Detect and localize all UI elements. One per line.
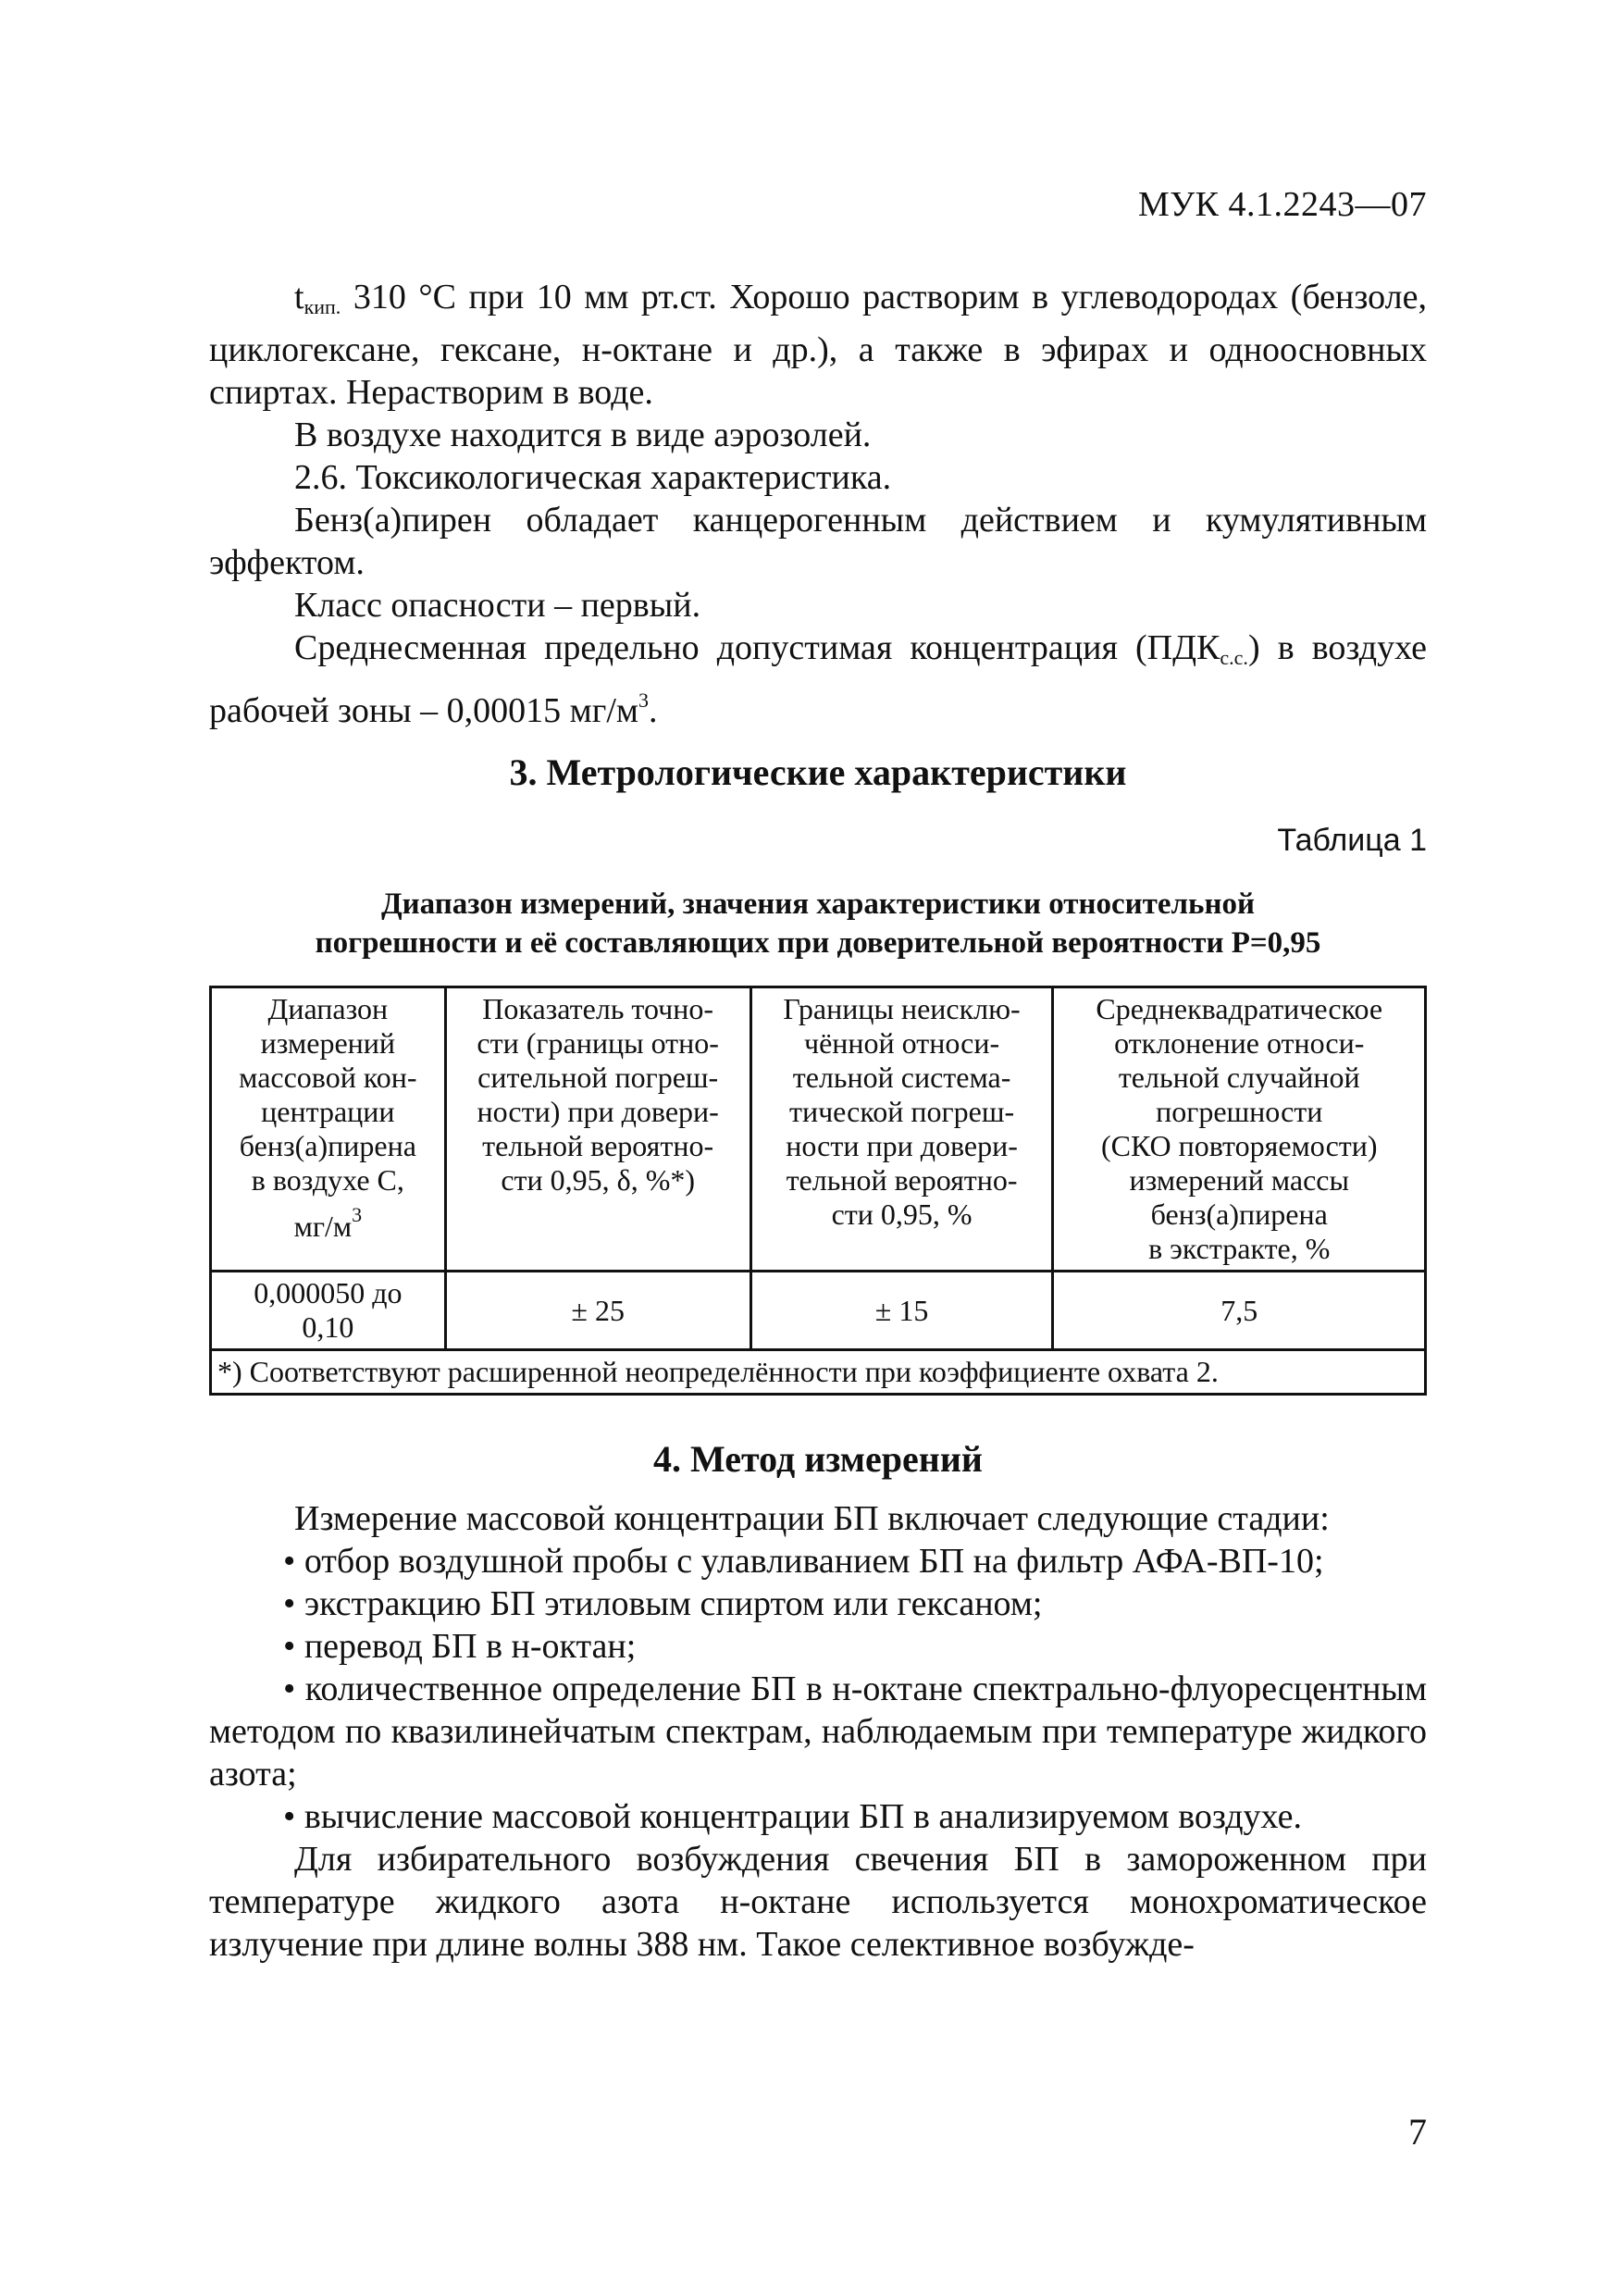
boiling-subscript: кип. <box>304 295 341 318</box>
header-range-unit <box>217 1198 439 1244</box>
method-closing-paragraph: Для избирательного возбуждения свечения БП в замороженном при температуре жидкого азота н-октане используется монохроматическое излучение при длине волны 388 нм. Такое селективное возбужде- <box>209 1840 1427 1964</box>
unit-superscript: 3 <box>352 1203 363 1226</box>
header-range-line: Диапазон <box>267 992 389 1025</box>
bullet-icon: • <box>283 1797 296 1836</box>
section-3-heading: 3. Метрологические характеристики <box>509 751 1127 793</box>
header-range-line: измерений <box>260 1026 396 1060</box>
boiling-t-symbol: t <box>294 278 304 316</box>
header-accuracy-line: сти (границы отно- <box>477 1026 719 1060</box>
table-footnote: *) Соответствуют расширенной неопределённости при коэффициенте охвата 2. <box>211 1350 1426 1395</box>
table-data-row <box>211 1272 1426 1350</box>
table-title <box>209 885 1427 962</box>
cell-range-line: 0,000050 до <box>254 1276 403 1309</box>
list-item <box>209 1668 1427 1795</box>
bullet-icon: • <box>283 1627 296 1666</box>
list-item-text: отбор воздушной пробы с улавливанием БП на фильтр АФА-ВП-10; <box>304 1542 1324 1581</box>
table-title-line-2: погрешности и её составляющих при доверительной вероятности Р=0,95 <box>315 926 1321 960</box>
mac-text-end: . <box>648 691 658 730</box>
mac-text-mid: ) в воздухе рабочей зоны – 0,00015 мг/м <box>209 628 1427 730</box>
header-sko-line: бенз(а)пирена <box>1150 1198 1328 1231</box>
header-sko-line: (СКО повторяемости) <box>1100 1129 1378 1162</box>
header-range-line: в воздухе С, <box>251 1163 404 1197</box>
hazard-class-paragraph: Класс опасности – первый. <box>294 586 701 625</box>
header-range-line: центрации <box>261 1095 395 1128</box>
header-accuracy <box>445 987 750 1272</box>
header-range <box>211 987 446 1272</box>
header-accuracy-line: ности) при довери- <box>477 1095 719 1128</box>
cell-range <box>211 1272 446 1350</box>
document-page <box>209 0 1427 2296</box>
header-systematic <box>750 987 1053 1272</box>
list-item <box>209 1582 1427 1625</box>
unit-text: мг/м <box>293 1210 353 1243</box>
header-sko <box>1053 987 1426 1272</box>
boiling-point-text: 310 °С при 10 мм рт.ст. Хорошо растворим в углеводородах (бензоле, циклогексане, гексане, н-октане и др.), а также в эфирах и одноосновных спиртах. Нерастворим в воде. <box>209 278 1427 412</box>
list-item-text: количественное определение БП в н-октане спектрально-флуоресцентным методом по квазилинейчатым спектрам, наблюдаемым при температуре жидкого азота; <box>209 1669 1428 1793</box>
page-number: 7 <box>1408 2111 1427 2153</box>
header-systematic-line: тельной вероятно- <box>786 1163 1018 1197</box>
table-number: Таблица 1 <box>1277 823 1427 858</box>
metrology-table <box>209 986 1427 1396</box>
header-systematic-line: тельной система- <box>792 1061 1011 1094</box>
header-accuracy-line: тельной вероятно- <box>482 1129 714 1162</box>
bullet-icon: • <box>283 1584 296 1623</box>
table-title-line-1: Диапазон измерений, значения характеристики относительной <box>380 887 1256 921</box>
header-systematic-line: сти 0,95, % <box>831 1198 973 1231</box>
toxicology-heading: 2.6. Токсикологическая характеристика. <box>294 458 892 497</box>
table-header-row <box>211 987 1426 1272</box>
list-item-text: экстракцию БП этиловым спиртом или гексаном; <box>304 1584 1043 1623</box>
list-item-text: перевод БП в н-октан; <box>304 1627 637 1666</box>
mac-paragraph <box>209 627 1427 732</box>
header-accuracy-line: сительной погреш- <box>477 1061 719 1094</box>
header-systematic-line: ности при довери- <box>786 1129 1018 1162</box>
header-systematic-line: Границы неисклю- <box>783 992 1021 1025</box>
table-footnote-row <box>211 1350 1426 1395</box>
cell-accuracy: ± 25 <box>445 1272 750 1350</box>
mac-superscript: 3 <box>638 689 649 712</box>
header-sko-line: измерений массы <box>1129 1163 1349 1197</box>
bullet-icon: • <box>283 1542 296 1581</box>
header-sko-line: Среднеквадратическое <box>1096 992 1383 1025</box>
cell-range-line: 0,10 <box>302 1310 354 1344</box>
cell-systematic: ± 15 <box>750 1272 1053 1350</box>
intro-text <box>209 276 1427 732</box>
header-range-line: массовой кон- <box>239 1061 417 1094</box>
header-systematic-line: тической погреш- <box>788 1095 1015 1128</box>
cell-sko: 7,5 <box>1053 1272 1426 1350</box>
header-sko-line: отклонение относи- <box>1114 1026 1365 1060</box>
method-intro: Измерение массовой концентрации БП включает следующие стадии: <box>294 1499 1330 1538</box>
header-accuracy-line: Показатель точно- <box>482 992 714 1025</box>
list-item <box>209 1795 1427 1838</box>
list-item-text: вычисление массовой концентрации БП в анализируемом воздухе. <box>304 1797 1302 1836</box>
header-systematic-line: чённой относи- <box>803 1026 1000 1060</box>
header-sko-line: в экстракте, % <box>1148 1232 1331 1265</box>
boiling-point-paragraph <box>209 276 1427 414</box>
document-code: МУК 4.1.2243—07 <box>1137 185 1427 224</box>
list-item <box>209 1625 1427 1668</box>
header-accuracy-line: сти 0,95, δ, %*) <box>501 1163 696 1197</box>
bullet-icon: • <box>283 1669 296 1708</box>
header-sko-line: погрешности <box>1156 1095 1323 1128</box>
aerosol-paragraph: В воздухе находится в виде аэрозолей. <box>294 416 872 454</box>
section-4-heading: 4. Метод измерений <box>653 1438 983 1480</box>
header-sko-line: тельной случайной <box>1118 1061 1360 1094</box>
mac-text-pre: Среднесменная предельно допустимая концентрация (ПДК <box>294 628 1220 667</box>
carcinogen-paragraph: Бенз(а)пирен обладает канцерогенным действием и кумулятивным эффектом. <box>209 501 1427 582</box>
header-range-line: бенз(а)пирена <box>239 1129 416 1162</box>
list-item <box>209 1540 1427 1582</box>
method-text <box>209 1497 1427 1966</box>
mac-subscript: с.с. <box>1220 646 1248 669</box>
